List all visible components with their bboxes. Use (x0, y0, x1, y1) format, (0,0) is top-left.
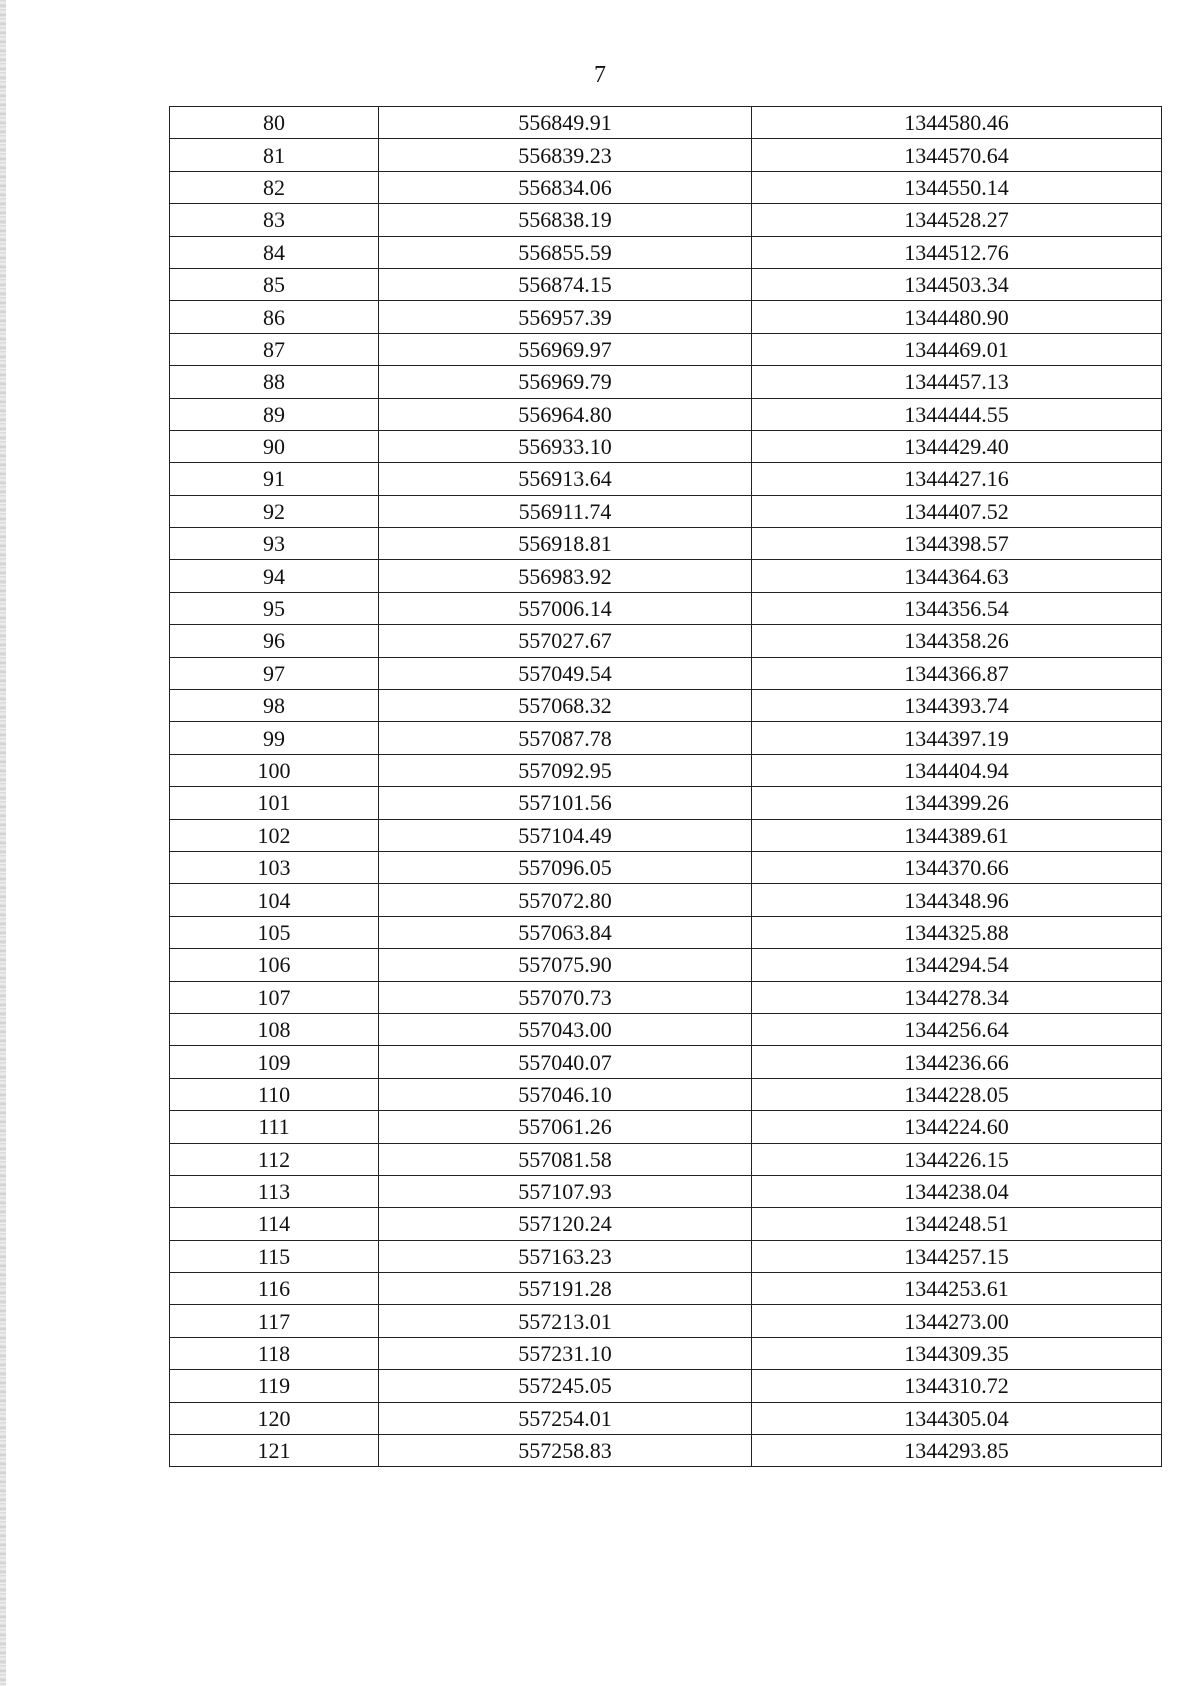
x-coordinate-cell: 556957.39 (379, 301, 752, 333)
table-row (170, 1013, 1162, 1045)
point-number-cell: 110 (170, 1078, 379, 1110)
point-number-cell: 116 (170, 1273, 379, 1305)
y-coordinate-cell: 1344256.64 (752, 1013, 1162, 1045)
point-number-cell: 89 (170, 398, 379, 430)
page-number: 7 (594, 62, 606, 88)
x-coordinate-cell: 557101.56 (379, 787, 752, 819)
table-row (170, 916, 1162, 948)
point-number-cell: 83 (170, 204, 379, 236)
x-coordinate-cell: 557092.95 (379, 754, 752, 786)
x-coordinate-cell: 556964.80 (379, 398, 752, 430)
coordinates-table-body (170, 107, 1162, 1467)
y-coordinate-cell: 1344226.15 (752, 1143, 1162, 1175)
point-number-cell: 117 (170, 1305, 379, 1337)
table-row (170, 722, 1162, 754)
point-number-cell: 81 (170, 139, 379, 171)
y-coordinate-cell: 1344309.35 (752, 1337, 1162, 1369)
y-coordinate-cell: 1344503.34 (752, 268, 1162, 300)
x-coordinate-cell: 557049.54 (379, 657, 752, 689)
table-row (170, 139, 1162, 171)
x-coordinate-cell: 556933.10 (379, 430, 752, 462)
table-row (170, 981, 1162, 1013)
x-coordinate-cell: 557075.90 (379, 949, 752, 981)
y-coordinate-cell: 1344444.55 (752, 398, 1162, 430)
x-coordinate-cell: 556839.23 (379, 139, 752, 171)
x-coordinate-cell: 556913.64 (379, 463, 752, 495)
table-row (170, 1370, 1162, 1402)
table-row (170, 560, 1162, 592)
point-number-cell: 112 (170, 1143, 379, 1175)
point-number-cell: 80 (170, 107, 379, 139)
point-number-cell: 114 (170, 1208, 379, 1240)
point-number-cell: 93 (170, 528, 379, 560)
x-coordinate-cell: 557006.14 (379, 592, 752, 624)
point-number-cell: 107 (170, 981, 379, 1013)
y-coordinate-cell: 1344310.72 (752, 1370, 1162, 1402)
point-number-cell: 91 (170, 463, 379, 495)
y-coordinate-cell: 1344480.90 (752, 301, 1162, 333)
table-row (170, 1273, 1162, 1305)
point-number-cell: 85 (170, 268, 379, 300)
point-number-cell: 94 (170, 560, 379, 592)
table-row (170, 333, 1162, 365)
table-row (170, 819, 1162, 851)
y-coordinate-cell: 1344278.34 (752, 981, 1162, 1013)
table-row (170, 430, 1162, 462)
table-row (170, 787, 1162, 819)
x-coordinate-cell: 557258.83 (379, 1435, 752, 1467)
x-coordinate-cell: 557120.24 (379, 1208, 752, 1240)
point-number-cell: 103 (170, 851, 379, 883)
y-coordinate-cell: 1344325.88 (752, 916, 1162, 948)
table-row (170, 690, 1162, 722)
table-row (170, 1111, 1162, 1143)
x-coordinate-cell: 557072.80 (379, 884, 752, 916)
x-coordinate-cell: 556855.59 (379, 236, 752, 268)
y-coordinate-cell: 1344224.60 (752, 1111, 1162, 1143)
point-number-cell: 104 (170, 884, 379, 916)
table-row (170, 1078, 1162, 1110)
table-row (170, 1208, 1162, 1240)
x-coordinate-cell: 556874.15 (379, 268, 752, 300)
table-row (170, 851, 1162, 883)
y-coordinate-cell: 1344294.54 (752, 949, 1162, 981)
x-coordinate-cell: 556911.74 (379, 495, 752, 527)
x-coordinate-cell: 557104.49 (379, 819, 752, 851)
y-coordinate-cell: 1344293.85 (752, 1435, 1162, 1467)
point-number-cell: 111 (170, 1111, 379, 1143)
point-number-cell: 108 (170, 1013, 379, 1045)
x-coordinate-cell: 557231.10 (379, 1337, 752, 1369)
x-coordinate-cell: 557061.26 (379, 1111, 752, 1143)
x-coordinate-cell: 557046.10 (379, 1078, 752, 1110)
y-coordinate-cell: 1344348.96 (752, 884, 1162, 916)
table-row (170, 366, 1162, 398)
y-coordinate-cell: 1344228.05 (752, 1078, 1162, 1110)
table-row (170, 754, 1162, 786)
x-coordinate-cell: 556849.91 (379, 107, 752, 139)
y-coordinate-cell: 1344358.26 (752, 625, 1162, 657)
table-row (170, 1337, 1162, 1369)
table-row (170, 236, 1162, 268)
table-row (170, 1046, 1162, 1078)
point-number-cell: 121 (170, 1435, 379, 1467)
y-coordinate-cell: 1344305.04 (752, 1402, 1162, 1434)
y-coordinate-cell: 1344512.76 (752, 236, 1162, 268)
y-coordinate-cell: 1344469.01 (752, 333, 1162, 365)
x-coordinate-cell: 556918.81 (379, 528, 752, 560)
y-coordinate-cell: 1344257.15 (752, 1240, 1162, 1272)
x-coordinate-cell: 557107.93 (379, 1175, 752, 1207)
table-row (170, 268, 1162, 300)
point-number-cell: 88 (170, 366, 379, 398)
y-coordinate-cell: 1344407.52 (752, 495, 1162, 527)
y-coordinate-cell: 1344404.94 (752, 754, 1162, 786)
y-coordinate-cell: 1344370.66 (752, 851, 1162, 883)
y-coordinate-cell: 1344528.27 (752, 204, 1162, 236)
point-number-cell: 90 (170, 430, 379, 462)
table-row (170, 1402, 1162, 1434)
point-number-cell: 86 (170, 301, 379, 333)
table-row (170, 171, 1162, 203)
point-number-cell: 109 (170, 1046, 379, 1078)
point-number-cell: 105 (170, 916, 379, 948)
point-number-cell: 115 (170, 1240, 379, 1272)
x-coordinate-cell: 557043.00 (379, 1013, 752, 1045)
x-coordinate-cell: 557087.78 (379, 722, 752, 754)
point-number-cell: 97 (170, 657, 379, 689)
x-coordinate-cell: 556834.06 (379, 171, 752, 203)
point-number-cell: 84 (170, 236, 379, 268)
table-row (170, 301, 1162, 333)
y-coordinate-cell: 1344248.51 (752, 1208, 1162, 1240)
y-coordinate-cell: 1344393.74 (752, 690, 1162, 722)
table-row (170, 528, 1162, 560)
point-number-cell: 100 (170, 754, 379, 786)
point-number-cell: 119 (170, 1370, 379, 1402)
point-number-cell: 99 (170, 722, 379, 754)
y-coordinate-cell: 1344356.54 (752, 592, 1162, 624)
x-coordinate-cell: 556969.79 (379, 366, 752, 398)
table-row (170, 949, 1162, 981)
table-row (170, 1175, 1162, 1207)
table-row (170, 1240, 1162, 1272)
point-number-cell: 113 (170, 1175, 379, 1207)
x-coordinate-cell: 557070.73 (379, 981, 752, 1013)
x-coordinate-cell: 557163.23 (379, 1240, 752, 1272)
x-coordinate-cell: 556969.97 (379, 333, 752, 365)
y-coordinate-cell: 1344398.57 (752, 528, 1162, 560)
table-row (170, 1435, 1162, 1467)
point-number-cell: 82 (170, 171, 379, 203)
scan-edge (0, 0, 6, 1686)
y-coordinate-cell: 1344236.66 (752, 1046, 1162, 1078)
y-coordinate-cell: 1344364.63 (752, 560, 1162, 592)
x-coordinate-cell: 557027.67 (379, 625, 752, 657)
y-coordinate-cell: 1344253.61 (752, 1273, 1162, 1305)
point-number-cell: 87 (170, 333, 379, 365)
x-coordinate-cell: 557254.01 (379, 1402, 752, 1434)
x-coordinate-cell: 556838.19 (379, 204, 752, 236)
point-number-cell: 101 (170, 787, 379, 819)
x-coordinate-cell: 557245.05 (379, 1370, 752, 1402)
point-number-cell: 102 (170, 819, 379, 851)
table-row (170, 107, 1162, 139)
y-coordinate-cell: 1344389.61 (752, 819, 1162, 851)
point-number-cell: 98 (170, 690, 379, 722)
y-coordinate-cell: 1344399.26 (752, 787, 1162, 819)
x-coordinate-cell: 557213.01 (379, 1305, 752, 1337)
y-coordinate-cell: 1344570.64 (752, 139, 1162, 171)
point-number-cell: 118 (170, 1337, 379, 1369)
y-coordinate-cell: 1344366.87 (752, 657, 1162, 689)
point-number-cell: 95 (170, 592, 379, 624)
x-coordinate-cell: 557068.32 (379, 690, 752, 722)
table-row (170, 592, 1162, 624)
table-row (170, 625, 1162, 657)
table-row (170, 463, 1162, 495)
y-coordinate-cell: 1344427.16 (752, 463, 1162, 495)
table-row (170, 1143, 1162, 1175)
table-row (170, 204, 1162, 236)
y-coordinate-cell: 1344429.40 (752, 430, 1162, 462)
x-coordinate-cell: 557040.07 (379, 1046, 752, 1078)
table-row (170, 884, 1162, 916)
y-coordinate-cell: 1344273.00 (752, 1305, 1162, 1337)
x-coordinate-cell: 557096.05 (379, 851, 752, 883)
x-coordinate-cell: 557063.84 (379, 916, 752, 948)
x-coordinate-cell: 556983.92 (379, 560, 752, 592)
point-number-cell: 120 (170, 1402, 379, 1434)
table-row (170, 398, 1162, 430)
point-number-cell: 96 (170, 625, 379, 657)
table-row (170, 1305, 1162, 1337)
y-coordinate-cell: 1344580.46 (752, 107, 1162, 139)
point-number-cell: 106 (170, 949, 379, 981)
coordinates-table (169, 106, 1162, 1467)
table-row (170, 657, 1162, 689)
x-coordinate-cell: 557081.58 (379, 1143, 752, 1175)
y-coordinate-cell: 1344550.14 (752, 171, 1162, 203)
point-number-cell: 92 (170, 495, 379, 527)
y-coordinate-cell: 1344457.13 (752, 366, 1162, 398)
table-row (170, 495, 1162, 527)
y-coordinate-cell: 1344238.04 (752, 1175, 1162, 1207)
y-coordinate-cell: 1344397.19 (752, 722, 1162, 754)
x-coordinate-cell: 557191.28 (379, 1273, 752, 1305)
